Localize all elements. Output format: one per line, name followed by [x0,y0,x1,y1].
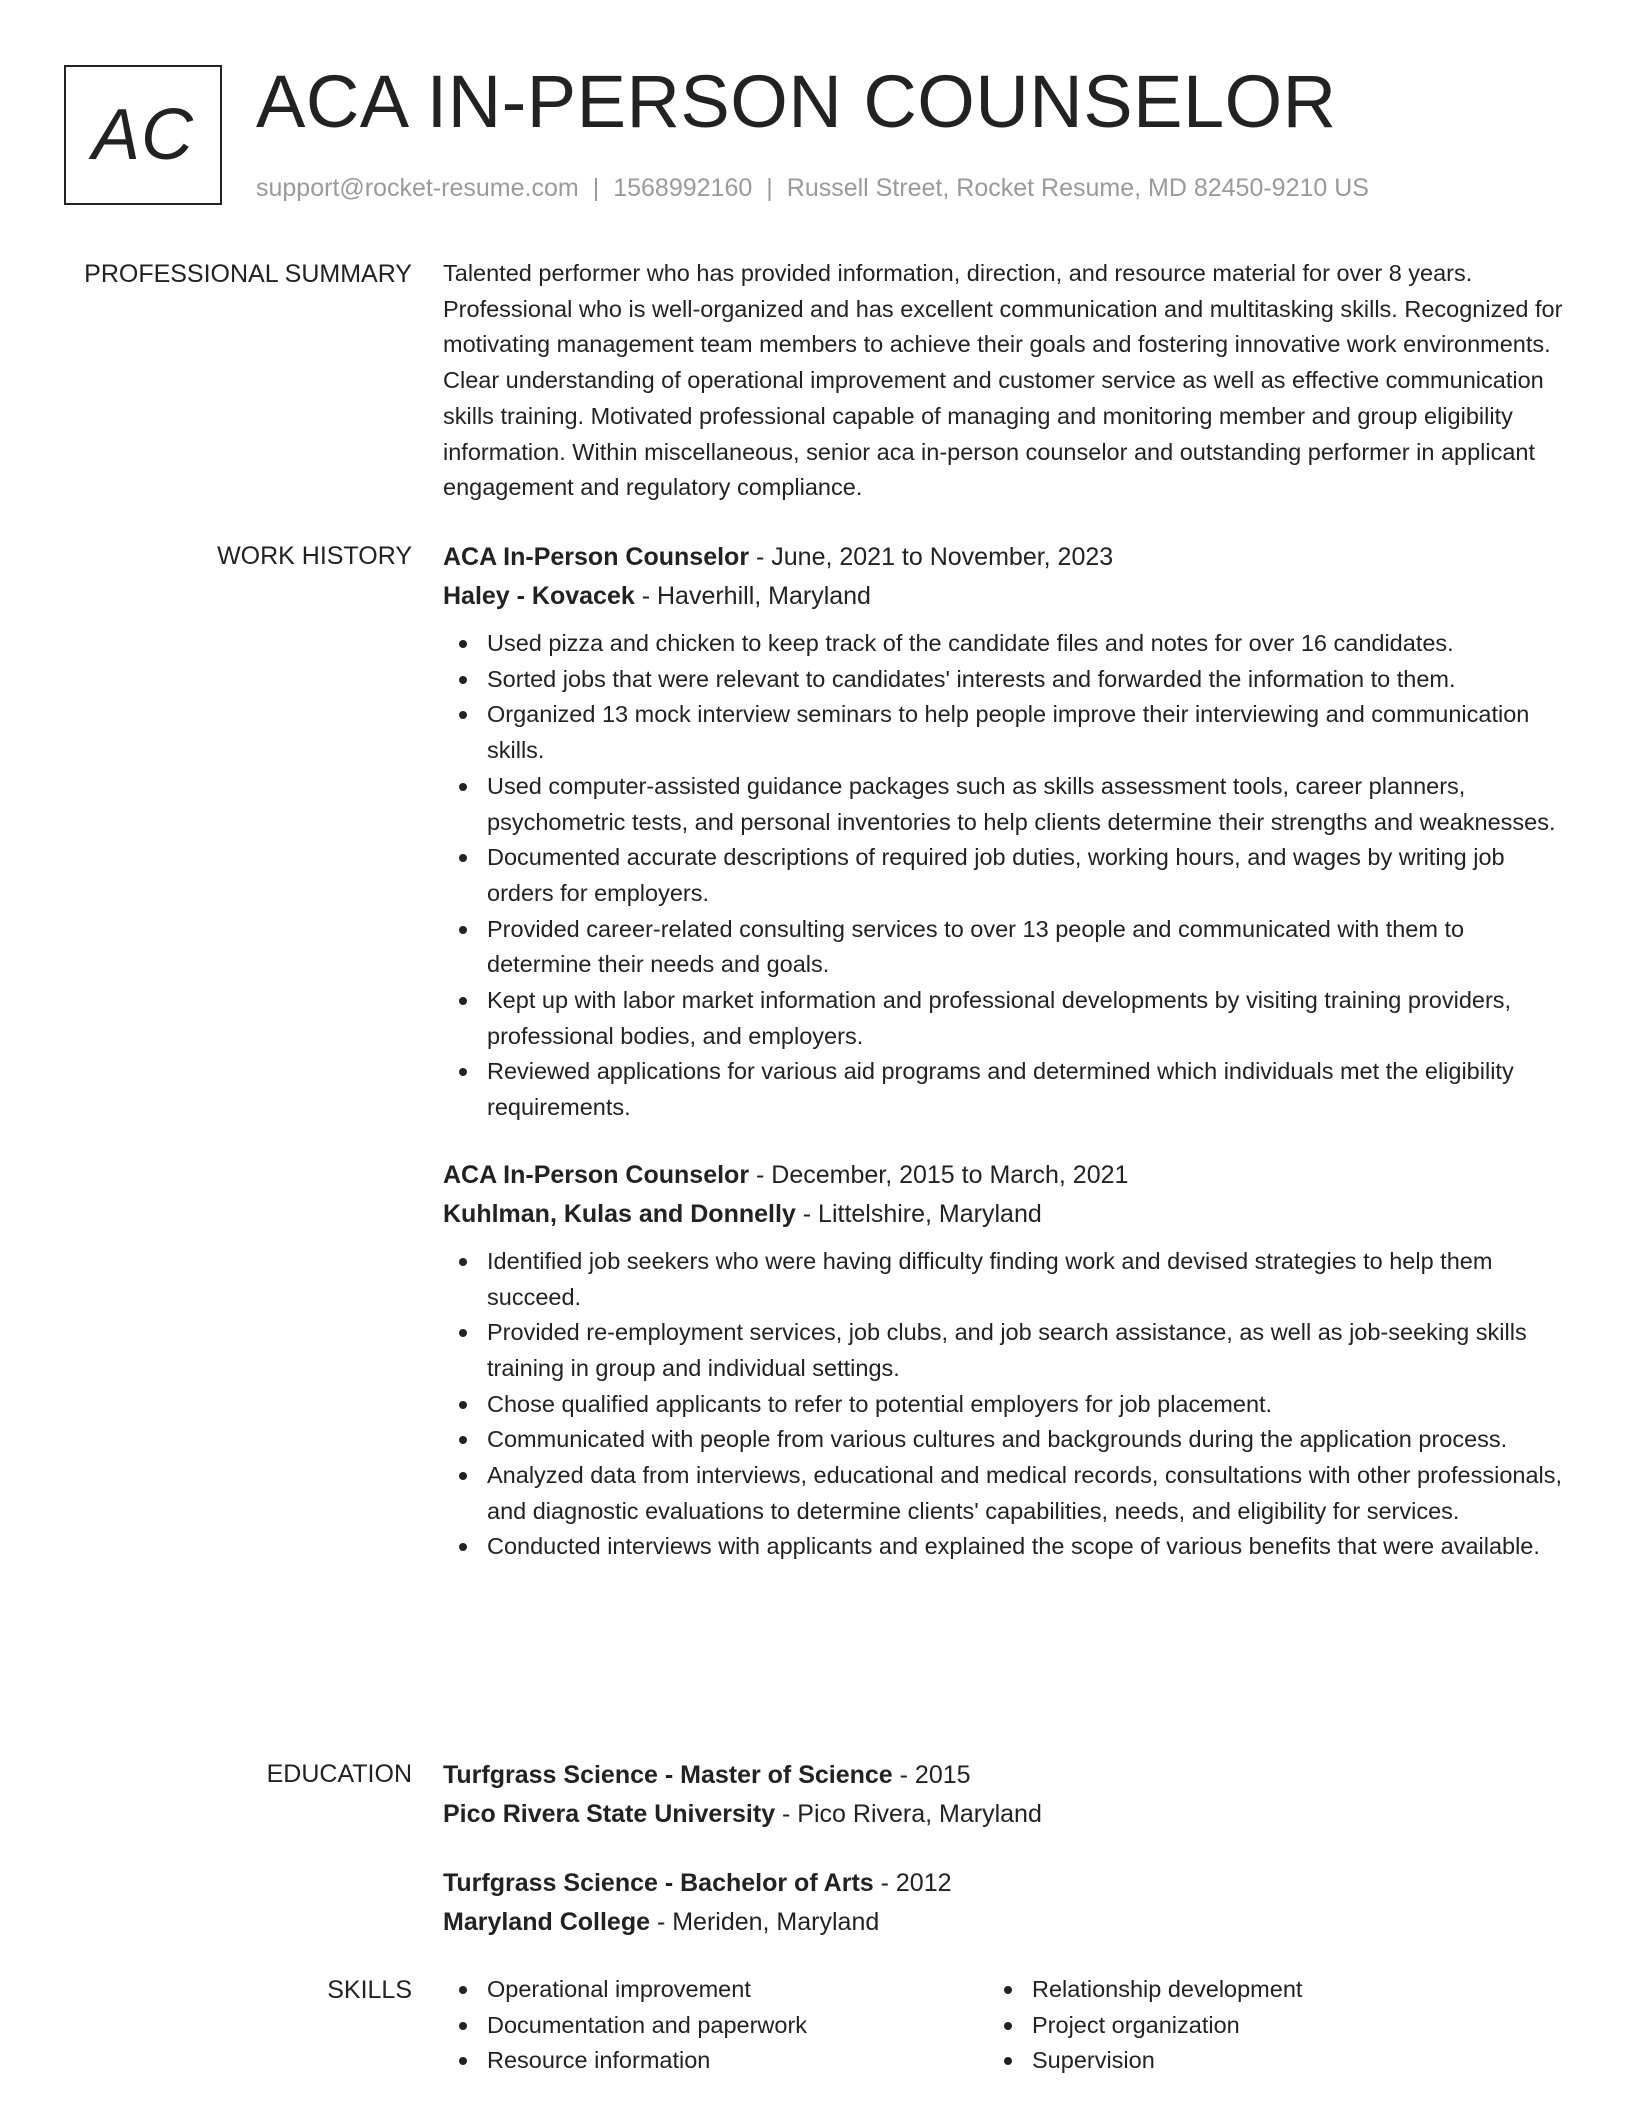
job-title-line [443,538,1563,577]
job-duties-list [443,1244,1563,1565]
list-item: Sorted jobs that were relevant to candidates' interests and forwarded the information to them. [443,662,1563,698]
job-location: - Haverhill, Maryland [634,582,871,610]
school-name: Pico Rivera State University [443,1800,776,1828]
list-item: Kept up with labor market information and professional developments by visiting training providers, professional bodies, and employers. [443,983,1563,1054]
degree-line [443,1864,1563,1903]
contact-line [256,172,1369,204]
skills-column-right [988,1972,1533,2079]
list-item: Documented accurate descriptions of required job duties, working hours, and wages by writing job orders for employers. [443,840,1563,911]
work-history-body [443,538,1563,1565]
list-item: Resource information [443,2043,988,2079]
degree-name: Turfgrass Science - Master of Science [443,1761,893,1789]
skills-columns [443,1972,1563,2079]
list-item: Project organization [988,2008,1533,2044]
contact-address: Russell Street, Rocket Resume, MD 82450-9210 US [786,174,1369,202]
list-item: Reviewed applications for various aid programs and determined which individuals met the eligibility requirements. [443,1054,1563,1125]
list-item: Conducted interviews with applicants and explained the scope of various benefits that were available. [443,1529,1563,1565]
school-line [443,1795,1563,1834]
education-body [443,1756,1563,1942]
job-dates: - December, 2015 to March, 2021 [749,1160,1129,1189]
list-item: Provided career-related consulting services to over 13 people and communicated with them to determine their needs and goals. [443,912,1563,983]
skills-list [988,1972,1533,2079]
job-location: - Littelshire, Maryland [795,1199,1042,1228]
job-company: Haley - Kovacek [443,582,635,610]
list-item: Communicated with people from various cultures and backgrounds during the application process. [443,1422,1563,1458]
school-location: - Meriden, Maryland [650,1908,880,1936]
list-item: Relationship development [988,1972,1533,2008]
degree-year: - 2015 [892,1761,971,1789]
school-location: - Pico Rivera, Maryland [775,1800,1042,1828]
degree-name: Turfgrass Science - Bachelor of Arts [443,1869,874,1897]
list-item: Operational improvement [443,1972,988,2008]
contact-phone: 1568992160 [613,174,753,202]
job-title: ACA In-Person Counselor [443,543,750,571]
monogram-logo: AC [64,65,222,205]
job-company-line [443,1195,1563,1234]
work-history-heading: WORK HISTORY [217,542,412,570]
list-item: Organized 13 mock interview seminars to help people improve their interviewing and communication skills. [443,697,1563,768]
resume-title: ACA IN-PERSON COUNSELOR [256,60,1337,143]
job-title-line [443,1156,1563,1195]
list-item: Chose qualified applicants to refer to potential employers for job placement. [443,1387,1563,1423]
job-dates: - June, 2021 to November, 2023 [749,543,1114,571]
job-company-line [443,577,1563,616]
education-entry [443,1756,1563,1834]
list-item: Supervision [988,2043,1533,2079]
school-name: Maryland College [443,1908,650,1936]
contact-email: support@rocket-resume.com [256,174,579,202]
summary-body [443,256,1563,506]
job-title: ACA In-Person Counselor [443,1160,750,1189]
job-entry [443,1156,1563,1565]
degree-line [443,1756,1563,1795]
school-line [443,1903,1563,1942]
contact-separator: | [766,174,773,202]
summary-heading: PROFESSIONAL SUMMARY [84,260,412,288]
list-item: Provided re-employment services, job clubs, and job search assistance, as well as job-seeking skills training in group and individual settings. [443,1315,1563,1386]
job-company: Kuhlman, Kulas and Donnelly [443,1199,796,1228]
summary-text: Talented performer who has provided information, direction, and resource material for over 8 years. Professional who is well-organized and has excellent communication and multitasking skills. Recognized for motivating management team members to achieve their goals and fostering innovative work environments. Clear understanding of operational improvement and customer service as well as effective communication skills training. Motivated professional capable of managing and monitoring member and group eligibility information. Within miscellaneous, senior aca in-person counselor and outstanding performer in applicant engagement and regulatory compliance. [443,260,1563,501]
education-heading: EDUCATION [266,1760,412,1788]
degree-year: - 2012 [873,1869,952,1897]
skills-body [443,1972,1563,2079]
contact-separator: | [592,174,600,202]
list-item: Used pizza and chicken to keep track of the candidate files and notes for over 16 candidates. [443,626,1563,662]
job-duties-list [443,626,1563,1126]
list-item: Documentation and paperwork [443,2008,988,2044]
skills-column-left [443,1972,988,2079]
skills-list [443,1972,988,2079]
list-item: Analyzed data from interviews, educational and medical records, consultations with other professionals, and diagnostic evaluations to determine clients' capabilities, needs, and eligibility for services. [443,1458,1563,1529]
education-entry [443,1864,1563,1942]
skills-heading: SKILLS [327,1976,412,2004]
list-item: Used computer-assisted guidance packages such as skills assessment tools, career planners, psychometric tests, and personal inventories to help clients determine their strengths and weaknesses. [443,769,1563,840]
job-entry [443,538,1563,1126]
list-item: Identified job seekers who were having difficulty finding work and devised strategies to help them succeed. [443,1244,1563,1315]
